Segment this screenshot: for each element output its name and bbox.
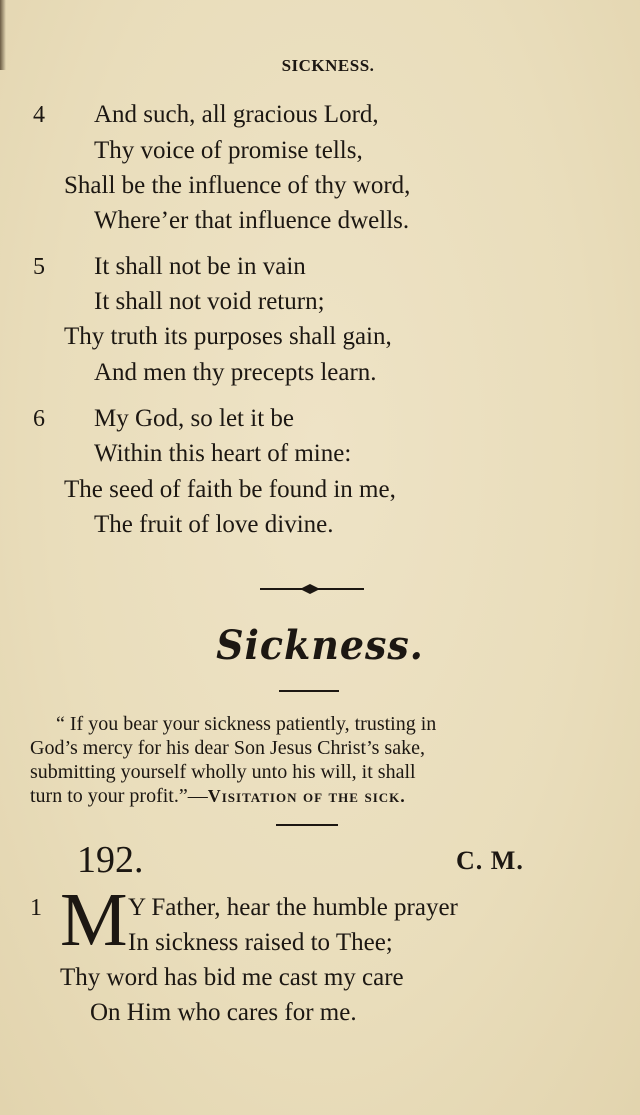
verse-line: In sickness raised to Thee; bbox=[128, 929, 393, 956]
verse-number: 5 bbox=[33, 254, 45, 280]
verse-line: Thy word has bid me cast my care bbox=[60, 964, 404, 991]
verse-number: 1 bbox=[30, 895, 42, 921]
epigraph-line: submitting yourself wholly unto his will, it shall bbox=[30, 761, 416, 783]
page-edge-shadow bbox=[0, 0, 6, 70]
verse-line: Shall be the influence of thy word, bbox=[64, 172, 411, 199]
section-title: Sickness. bbox=[216, 622, 424, 669]
epigraph-text: turn to your profit.”— bbox=[30, 785, 208, 807]
hymn-number: 192. bbox=[77, 839, 144, 881]
verse-line: The seed of faith be found in me, bbox=[64, 476, 396, 503]
epigraph-line: God’s mercy for his dear Son Jesus Christ’s sake, bbox=[30, 737, 425, 759]
verse-line: Thy voice of promise tells, bbox=[94, 137, 363, 164]
epigraph-source: Visitation of the sick. bbox=[207, 786, 406, 806]
verse-line: Where’er that influence dwells. bbox=[94, 207, 410, 234]
verse-line: On Him who cares for me. bbox=[90, 999, 357, 1026]
verse-line: Within this heart of mine: bbox=[94, 440, 352, 467]
verse-line: And such, all gracious Lord, bbox=[94, 101, 379, 128]
verse-line: Y Father, hear the humble prayer bbox=[128, 894, 458, 921]
verse-line: The fruit of love divine. bbox=[94, 511, 334, 538]
verse-line: It shall not void return; bbox=[94, 288, 325, 315]
verse-line: It shall not be in vain bbox=[94, 253, 306, 280]
epigraph-line-last bbox=[30, 784, 406, 808]
epigraph-rule bbox=[276, 824, 338, 826]
drop-cap: M bbox=[60, 878, 128, 962]
running-head: SICKNESS. bbox=[281, 56, 375, 75]
epigraph-line: “ If you bear your sickness patiently, trusting in bbox=[56, 713, 437, 735]
verse-line: My God, so let it be bbox=[94, 405, 294, 432]
verse-number: 6 bbox=[33, 406, 45, 432]
verse-line: And men thy precepts learn. bbox=[94, 359, 377, 386]
verse-line: Thy truth its purposes shall gain, bbox=[64, 323, 392, 350]
ornament-divider bbox=[260, 582, 364, 596]
title-rule bbox=[279, 690, 339, 692]
hymn-meter: C. M. bbox=[456, 846, 524, 875]
verse-number: 4 bbox=[33, 102, 45, 128]
